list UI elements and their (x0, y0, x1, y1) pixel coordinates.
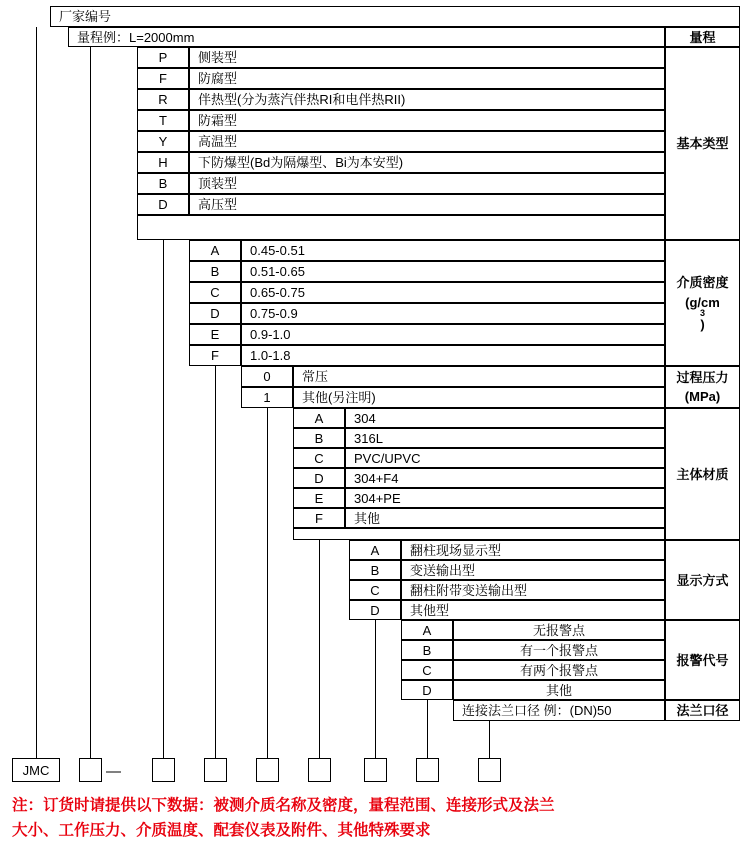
material-code: B (293, 428, 345, 448)
dash-separator: — (106, 763, 121, 780)
density-code: D (189, 303, 241, 324)
display-desc: 翻柱现场显示型 (401, 540, 665, 560)
connector-line-flange (489, 721, 490, 758)
alarm-desc: 其他 (453, 680, 665, 700)
category-medium-density-unit: (g/cm 3 ) (685, 294, 720, 332)
basic-type-spacer-row (137, 215, 665, 240)
basic-type-code: T (137, 110, 189, 131)
basic-type-desc: 防腐型 (189, 68, 665, 89)
density-code: E (189, 324, 241, 345)
connector-line-pressure (267, 408, 268, 758)
basic-type-desc: 高温型 (189, 131, 665, 152)
category-flange-dn: 法兰口径 (665, 700, 740, 721)
material-code: C (293, 448, 345, 468)
code-slot-alarm[interactable] (416, 758, 439, 782)
category-body-material: 主体材质 (665, 408, 740, 540)
alarm-code: A (401, 620, 453, 640)
category-process-pressure (665, 366, 740, 408)
material-desc: 其他 (345, 508, 665, 528)
material-code: D (293, 468, 345, 488)
density-desc: 0.75-0.9 (241, 303, 665, 324)
range-example-row: 量程例：L=2000mm (68, 27, 665, 47)
connector-line-display (375, 620, 376, 758)
basic-type-code: B (137, 173, 189, 194)
pressure-code: 0 (241, 366, 293, 387)
material-code: E (293, 488, 345, 508)
code-slot-flange[interactable] (478, 758, 501, 782)
material-desc: 304 (345, 408, 665, 428)
alarm-code: B (401, 640, 453, 660)
connector-line-alarm (427, 700, 428, 758)
code-slot-basic-type[interactable] (152, 758, 175, 782)
category-medium-density (665, 240, 740, 366)
density-desc: 0.65-0.75 (241, 282, 665, 303)
pressure-desc: 其他(另注明) (293, 387, 665, 408)
category-basic-type: 基本类型 (665, 47, 740, 240)
pressure-code: 1 (241, 387, 293, 408)
basic-type-code: F (137, 68, 189, 89)
connector-line-manufacturer (36, 27, 37, 758)
basic-type-code: D (137, 194, 189, 215)
density-desc: 0.51-0.65 (241, 261, 665, 282)
basic-type-desc: 防霜型 (189, 110, 665, 131)
basic-type-desc: 顶装型 (189, 173, 665, 194)
display-desc: 翻柱附带变送输出型 (401, 580, 665, 600)
display-code: B (349, 560, 401, 580)
material-desc: 304+PE (345, 488, 665, 508)
alarm-desc: 无报警点 (453, 620, 665, 640)
display-code: C (349, 580, 401, 600)
basic-type-code: P (137, 47, 189, 68)
basic-type-desc: 高压型 (189, 194, 665, 215)
display-desc: 其他型 (401, 600, 665, 620)
code-slot-display[interactable] (364, 758, 387, 782)
code-slot-pressure[interactable] (256, 758, 279, 782)
basic-type-desc: 下防爆型(Bd为隔爆型、Bi为本安型) (189, 152, 665, 173)
connector-line-material (319, 540, 320, 758)
pressure-desc: 常压 (293, 366, 665, 387)
basic-type-code: R (137, 89, 189, 110)
density-code: C (189, 282, 241, 303)
code-slot-density[interactable] (204, 758, 227, 782)
display-code: A (349, 540, 401, 560)
category-process-pressure-label: 过程压力 (676, 370, 729, 385)
material-code: A (293, 408, 345, 428)
order-note-line1: 注：订货时请提供以下数据：被测介质名称及密度，量程范围、连接形式及法兰 (12, 797, 555, 814)
material-spacer-row (293, 528, 665, 540)
category-range: 量程 (665, 27, 740, 47)
connector-line-basic-type (163, 240, 164, 758)
density-desc: 0.9-1.0 (241, 324, 665, 345)
category-medium-density-label: 介质密度 (676, 274, 729, 290)
category-process-pressure-unit: (MPa) (684, 389, 721, 404)
basic-type-desc: 伴热型(分为蒸汽伴热RI和电伴热RII) (189, 89, 665, 110)
material-desc: PVC/UPVC (345, 448, 665, 468)
display-desc: 变送输出型 (401, 560, 665, 580)
manufacturer-no-row: 厂家编号 (50, 6, 740, 27)
alarm-code: D (401, 680, 453, 700)
connector-line-density (215, 366, 216, 758)
display-code: D (349, 600, 401, 620)
material-desc: 304+F4 (345, 468, 665, 488)
density-desc: 1.0-1.8 (241, 345, 665, 366)
order-note-line2: 大小、工作压力、介质温度、配套仪表及附件、其他特殊要求 (12, 822, 431, 839)
category-display-mode: 显示方式 (665, 540, 740, 620)
alarm-desc: 有两个报警点 (453, 660, 665, 680)
density-code: A (189, 240, 241, 261)
code-slot-material[interactable] (308, 758, 331, 782)
flange-dn-desc: 连接法兰口径 例：(DN)50 (453, 700, 665, 721)
basic-type-code: H (137, 152, 189, 173)
code-slot-range[interactable] (79, 758, 102, 782)
connector-line-range (90, 47, 91, 758)
alarm-code: C (401, 660, 453, 680)
basic-type-desc: 侧装型 (189, 47, 665, 68)
model-prefix-box: JMC (12, 758, 60, 782)
material-desc: 316L (345, 428, 665, 448)
material-code: F (293, 508, 345, 528)
basic-type-code: Y (137, 131, 189, 152)
density-code: F (189, 345, 241, 366)
density-desc: 0.45-0.51 (241, 240, 665, 261)
alarm-desc: 有一个报警点 (453, 640, 665, 660)
category-alarm-code: 报警代号 (665, 620, 740, 700)
density-code: B (189, 261, 241, 282)
